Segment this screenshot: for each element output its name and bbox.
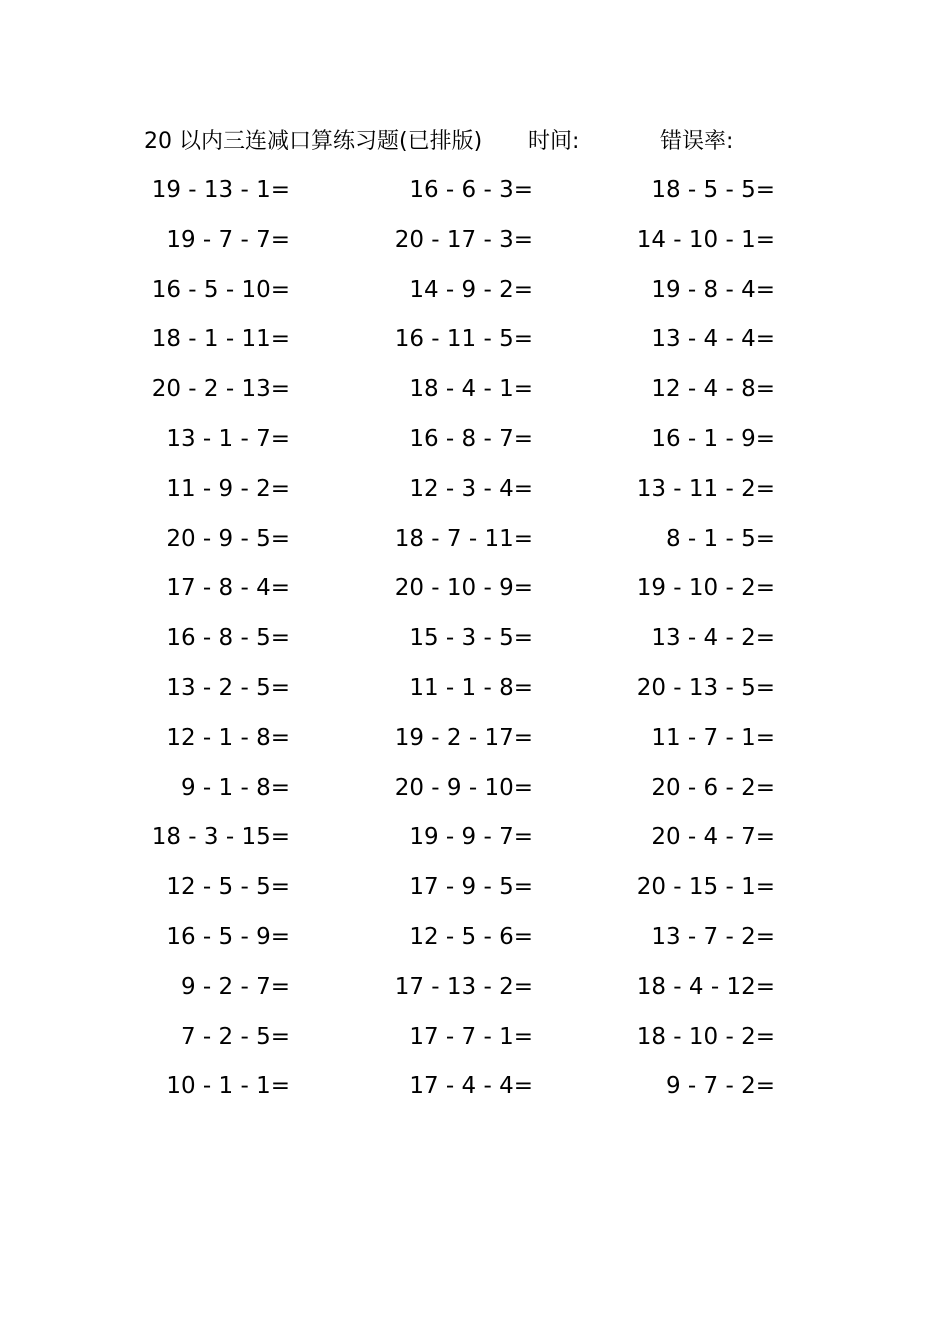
subtraction-problem: 12 - 3 - 4= xyxy=(409,475,533,502)
subtraction-problem: 17 - 8 - 4= xyxy=(166,575,290,602)
subtraction-problem: 13 - 1 - 7= xyxy=(166,425,290,452)
subtraction-problem: 9 - 2 - 7= xyxy=(180,973,290,1000)
subtraction-problem: 20 - 15 - 1= xyxy=(636,874,775,901)
worksheet-header xyxy=(144,124,784,160)
subtraction-problem: 15 - 3 - 5= xyxy=(409,625,533,652)
subtraction-problem: 20 - 9 - 5= xyxy=(166,525,290,552)
subtraction-problem: 11 - 1 - 8= xyxy=(409,674,533,701)
subtraction-problem: 19 - 10 - 2= xyxy=(636,575,775,602)
subtraction-problem: 16 - 6 - 3= xyxy=(409,177,533,203)
subtraction-problem: 17 - 7 - 1= xyxy=(409,1023,533,1050)
subtraction-problem: 18 - 4 - 1= xyxy=(409,376,533,403)
subtraction-problem: 12 - 5 - 6= xyxy=(409,923,533,950)
subtraction-problem: 18 - 7 - 11= xyxy=(394,525,533,552)
subtraction-problem: 20 - 17 - 3= xyxy=(394,226,533,253)
subtraction-problem: 11 - 9 - 2= xyxy=(166,475,290,502)
error-rate-label: 错误率: xyxy=(660,129,734,154)
subtraction-problem: 19 - 2 - 17= xyxy=(394,724,533,751)
subtraction-problem: 12 - 1 - 8= xyxy=(166,724,290,751)
subtraction-problem: 12 - 4 - 8= xyxy=(651,376,775,403)
subtraction-problem: 12 - 5 - 5= xyxy=(166,874,290,901)
subtraction-problem: 18 - 1 - 11= xyxy=(151,326,290,353)
subtraction-problem: 20 - 10 - 9= xyxy=(394,575,533,602)
subtraction-problem: 9 - 1 - 8= xyxy=(180,774,290,801)
time-label: 时间: xyxy=(528,129,580,154)
subtraction-problem: 20 - 2 - 13= xyxy=(151,376,290,403)
subtraction-problem: 18 - 5 - 5= xyxy=(651,177,775,203)
subtraction-problem: 7 - 2 - 5= xyxy=(180,1023,290,1050)
subtraction-problem: 20 - 9 - 10= xyxy=(394,774,533,801)
subtraction-problem: 16 - 1 - 9= xyxy=(651,425,775,452)
problem-column-2 xyxy=(313,166,533,1112)
subtraction-problem: 19 - 8 - 4= xyxy=(651,276,775,303)
subtraction-problem: 13 - 2 - 5= xyxy=(166,674,290,701)
problem-column-3 xyxy=(555,166,775,1112)
subtraction-problem: 16 - 5 - 9= xyxy=(166,923,290,950)
subtraction-problem: 20 - 13 - 5= xyxy=(636,674,775,701)
subtraction-problem: 13 - 4 - 4= xyxy=(651,326,775,353)
subtraction-problem: 13 - 11 - 2= xyxy=(636,475,775,502)
subtraction-problem: 19 - 13 - 1= xyxy=(151,177,290,203)
worksheet-title: 20 以内三连减口算练习题(已排版) xyxy=(144,129,483,154)
subtraction-problem: 19 - 7 - 7= xyxy=(166,226,290,253)
subtraction-problem: 11 - 7 - 1= xyxy=(651,724,775,751)
subtraction-problem: 20 - 4 - 7= xyxy=(651,824,775,851)
subtraction-problem: 17 - 13 - 2= xyxy=(394,973,533,1000)
subtraction-problem: 16 - 8 - 7= xyxy=(409,425,533,452)
subtraction-problem: 20 - 6 - 2= xyxy=(651,774,775,801)
subtraction-problem: 18 - 4 - 12= xyxy=(636,973,775,1000)
subtraction-problem: 17 - 9 - 5= xyxy=(409,874,533,901)
subtraction-problem: 17 - 4 - 4= xyxy=(409,1073,533,1100)
subtraction-problem: 18 - 3 - 15= xyxy=(151,824,290,851)
subtraction-problem: 14 - 10 - 1= xyxy=(636,226,775,253)
subtraction-problem: 13 - 4 - 2= xyxy=(651,625,775,652)
subtraction-problem: 9 - 7 - 2= xyxy=(665,1073,775,1100)
subtraction-problem: 14 - 9 - 2= xyxy=(409,276,533,303)
subtraction-problem: 19 - 9 - 7= xyxy=(409,824,533,851)
subtraction-problem: 16 - 5 - 10= xyxy=(151,276,290,303)
subtraction-problem: 8 - 1 - 5= xyxy=(665,525,775,552)
subtraction-problem: 16 - 8 - 5= xyxy=(166,625,290,652)
subtraction-problem: 10 - 1 - 1= xyxy=(166,1073,290,1100)
subtraction-problem: 16 - 11 - 5= xyxy=(394,326,533,353)
subtraction-problem: 18 - 10 - 2= xyxy=(636,1023,775,1050)
subtraction-problem: 13 - 7 - 2= xyxy=(651,923,775,950)
problem-column-1 xyxy=(70,166,290,1112)
